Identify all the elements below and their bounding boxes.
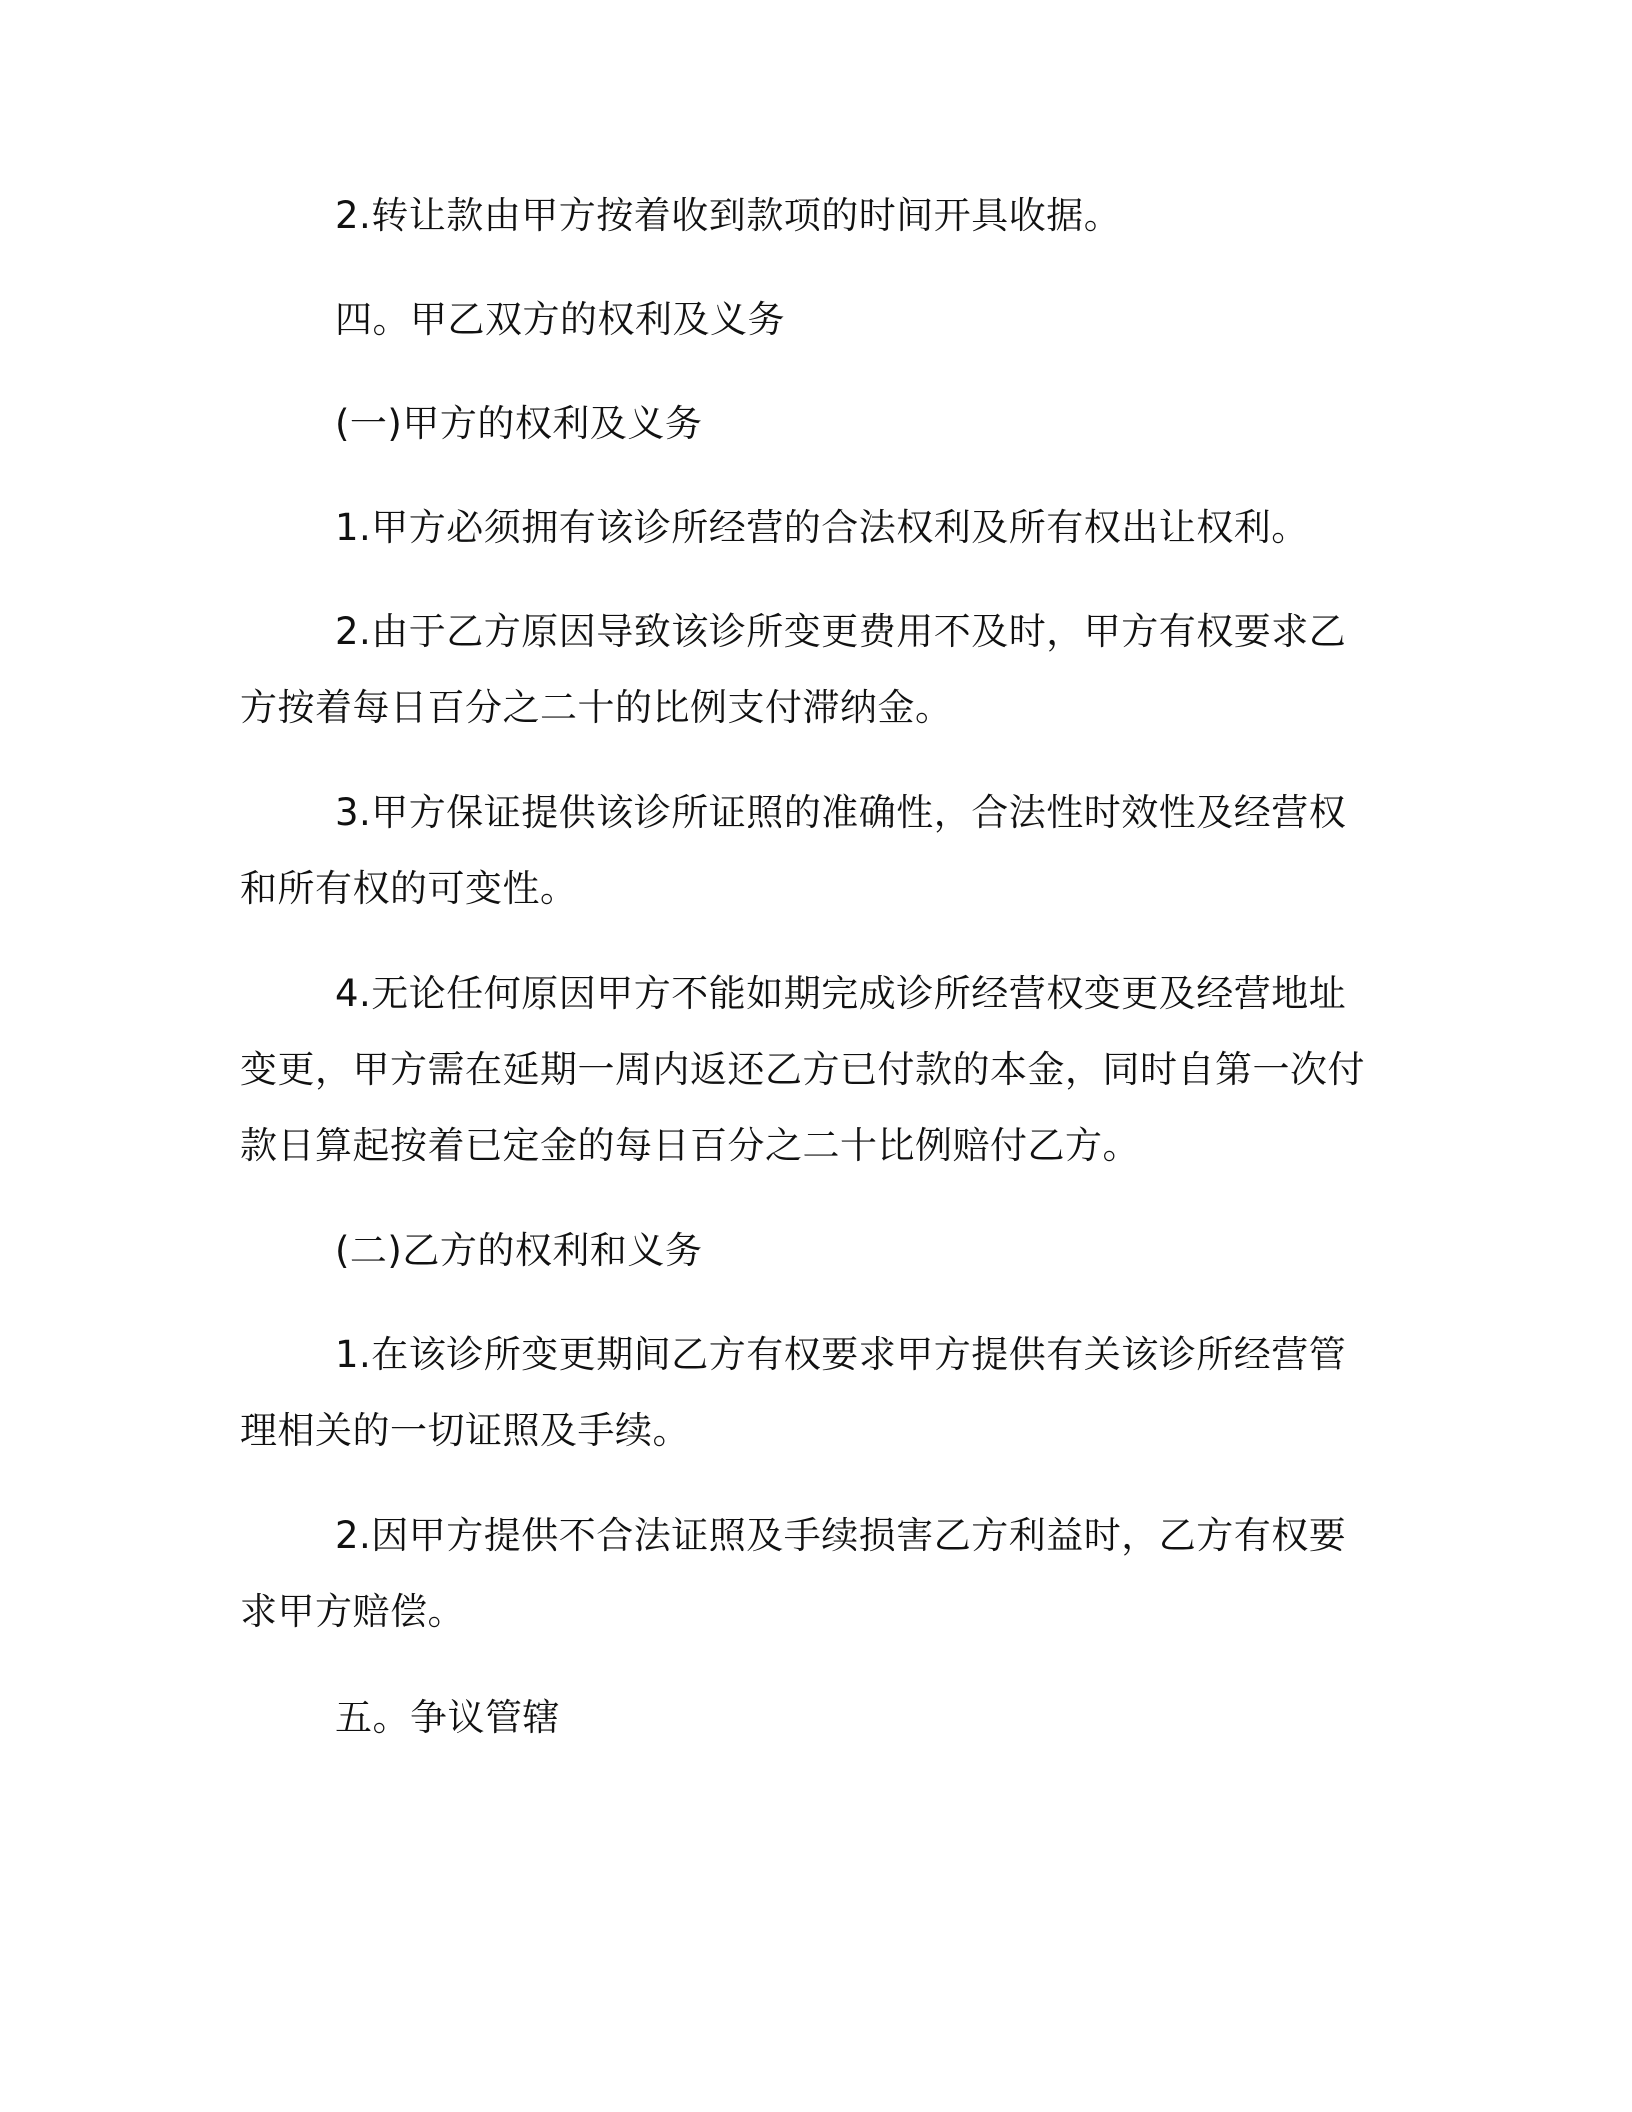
paragraph-payment-receipt: 2.转让款由甲方按着收到款项的时间开具收据。 [335,194,1122,237]
subsection-heading-party-b: (二)乙方的权利和义务 [335,1229,703,1272]
paragraph-party-b-item-1: 1.在该诊所变更期间乙方有权要求甲方提供有关该诊所经营管理相关的一切证照及手续。 [240,1333,1347,1452]
paragraph-party-a-item-3: 3.甲方保证提供该诊所证照的准确性，合法性时效性及经营权和所有权的可变性。 [240,791,1347,910]
section-heading-dispute-jurisdiction: 五。争议管辖 [335,1696,560,1739]
paragraph-party-b-item-2: 2.因甲方提供不合法证照及手续损害乙方利益时，乙方有权要求甲方赔偿。 [240,1514,1347,1633]
paragraph-party-a-item-4: 4.无论任何原因甲方不能如期完成诊所经营权变更及经营地址变更，甲方需在延期一周内返还乙方已付款的本金，同时自第一次付款日算起按着已定金的每日百分之二十比例赔付乙方。 [240,972,1365,1167]
section-heading-rights-obligations: 四。甲乙双方的权利及义务 [335,298,785,341]
paragraph-party-a-item-2: 2.由于乙方原因导致该诊所变更费用不及时，甲方有权要求乙方按着每日百分之二十的比例支付滞纳金。 [240,610,1347,729]
subsection-heading-party-a: (一)甲方的权利及义务 [335,402,703,445]
paragraph-party-a-item-1: 1.甲方必须拥有该诊所经营的合法权利及所有权出让权利。 [335,506,1309,549]
